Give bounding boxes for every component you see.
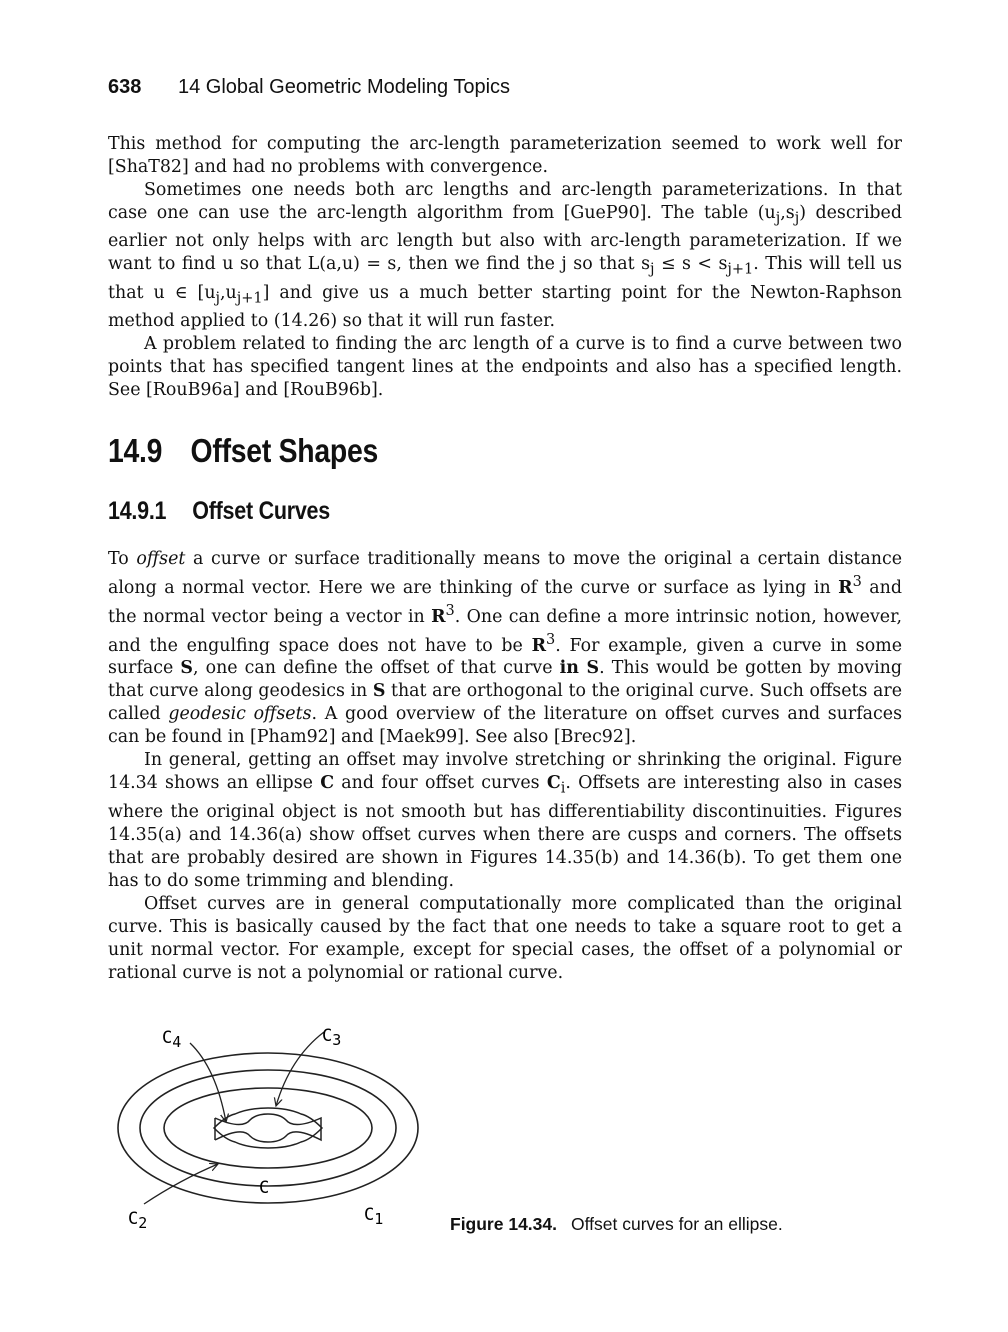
label-c1: C1 <box>364 1205 384 1228</box>
subsection-heading <box>108 497 330 526</box>
arrow-c4 <box>190 1043 226 1122</box>
top-paragraphs <box>108 133 902 402</box>
figure-14-34 <box>108 1016 902 1246</box>
running-head <box>108 76 510 99</box>
caption-text: Offset curves for an ellipse. <box>571 1214 783 1234</box>
paragraph: To offset a curve or surface traditionally means to move the original a certain distance along a normal vector. Here we are thinking of the curve or surface as lying in $R^3$ and the normal vector being a vector in $R^3$. One can define a more intrinsic notion, however, and the engulfing space does not have to be $R^3$. For example, given a curve in some surface S, one can define the offset of that curve in S. This would be gotten by moving that curve along geodesics in S that are orthogonal to the original curve. Such offsets are called geodesic offsets. A good overview of the literature on offset curves and surfaces can be found in [Pham92] and [Maek99]. See also [Brec92]. <box>108 549 903 748</box>
paragraph: In general, getting an offset may involve stretching or shrinking the original. Figure 14.34 shows an ellipse C and four offset curves $C_i$. Offsets are interesting also in cases where the original object is not smooth but has differentiability discontinuities. Figures 14.35(a) and 14.36(a) show offset curves when there are cusps and corners. The offsets that are probably desired are shown in Figures 14.35(b) and 14.36(b). To get them one has to do some trimming and blending. <box>108 750 902 891</box>
section-heading <box>108 432 378 470</box>
label-c4: C4 <box>162 1028 182 1051</box>
label-c3: C3 <box>322 1026 342 1049</box>
section-title: Offset Shapes <box>190 432 379 469</box>
label-c2: C2 <box>128 1209 148 1232</box>
paragraph: Sometimes one needs both arc lengths and arc-length parameterizations. In that case one can use the arc-length algorithm from [GueP90]. The table $(u_j,s_j)$ described earlier not only helps with arc length but also with arc-length parameterization. If we want to find u so that L(a,u) = s, then we find the j so that $s_j \le s < s_{j+1}$. This will tell us that u ∈ $[u_j,u_{j+1}]$ and give us a much better starting point for the Newton-Raphson method applied to (14.26) so that it will run faster. <box>108 180 902 332</box>
original-ellipse-c <box>164 1088 372 1168</box>
offset-curve-c4 <box>215 1114 321 1142</box>
paragraph: This method for computing the arc-length parameterization seemed to work well for [ShaT82] and had no problems with convergence. <box>108 134 902 177</box>
figure-caption <box>450 1214 783 1235</box>
subsection-number: 14.9.1 <box>108 497 167 525</box>
section-number: 14.9 <box>108 432 163 469</box>
page-number: 638 <box>108 76 142 98</box>
paragraph: Offset curves are in general computationally more complicated than the original curve. This is basically caused by the fact that one needs to take a square root to get a unit normal vector. For example, except for special cases, the offset of a polynomial or rational curve is not a polynomial or rational curve. <box>108 893 902 983</box>
chapter-title: 14 Global Geometric Modeling Topics <box>178 76 511 98</box>
offset-curves-diagram <box>108 1016 438 1246</box>
caption-label: Figure 14.34. <box>450 1214 557 1234</box>
label-c: C <box>259 1178 270 1198</box>
subsection-title: Offset Curves <box>192 497 330 525</box>
main-paragraphs <box>108 548 902 985</box>
arrow-c3 <box>276 1032 324 1106</box>
paragraph: A problem related to finding the arc length of a curve is to find a curve between two points that has specified tangent lines at the endpoints and also has a specified length. See [RouB96a] and [RouB96b]. <box>108 334 902 401</box>
